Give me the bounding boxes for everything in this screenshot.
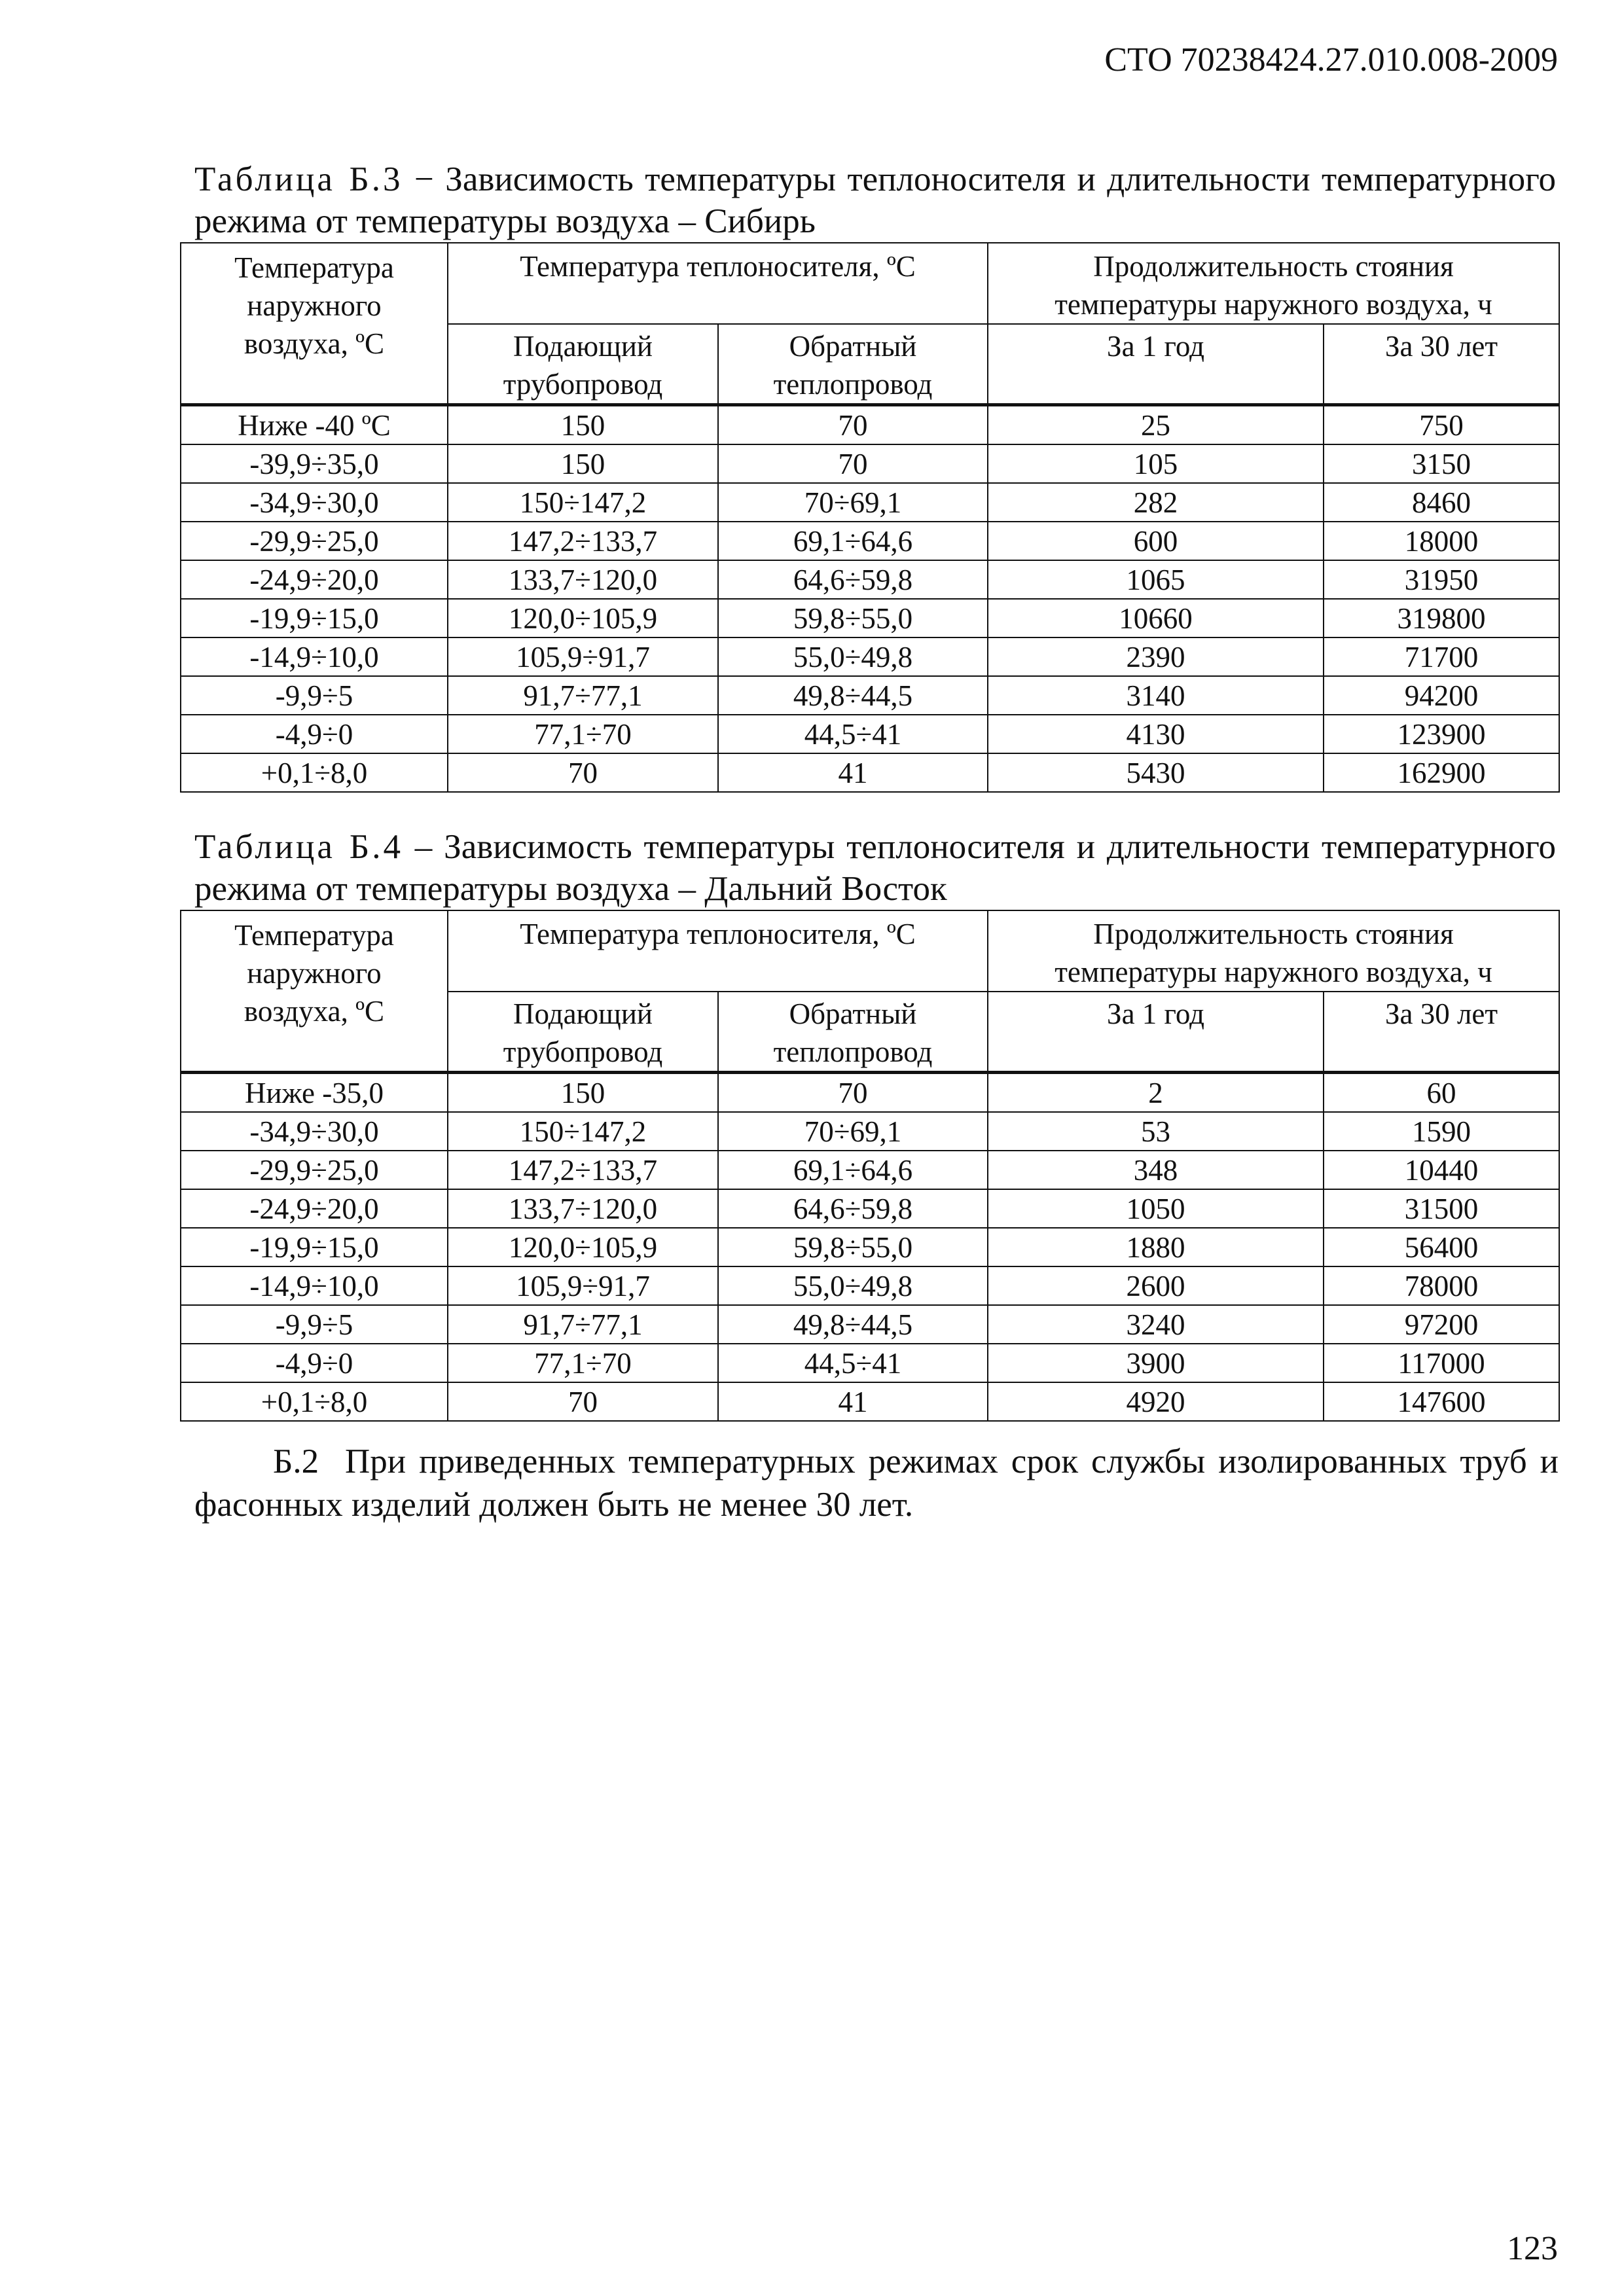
table-cell: -9,9÷5 xyxy=(181,1305,448,1344)
table-cell: 150 xyxy=(448,1073,718,1113)
table-cell: 60 xyxy=(1324,1073,1559,1113)
section-b2-paragraph xyxy=(194,1440,1559,1526)
table-cell: 117000 xyxy=(1324,1344,1559,1382)
table-cell: 3150 xyxy=(1324,444,1559,483)
table-cell: 147,2÷133,7 xyxy=(448,1151,718,1189)
table-b4-head-per-30-years: За 30 лет xyxy=(1324,992,1559,1073)
table-cell: 31500 xyxy=(1324,1189,1559,1228)
table-cell: 105,9÷91,7 xyxy=(448,637,718,676)
table-cell: 59,8÷55,0 xyxy=(718,1228,988,1266)
table-row xyxy=(181,715,1559,753)
table-cell: 49,8÷44,5 xyxy=(718,676,988,715)
table-b4-label: Таблица Б.4 xyxy=(194,828,403,866)
table-cell: -4,9÷0 xyxy=(181,715,448,753)
table-cell: -29,9÷25,0 xyxy=(181,1151,448,1189)
table-cell: 69,1÷64,6 xyxy=(718,522,988,560)
table-cell: -24,9÷20,0 xyxy=(181,560,448,599)
table-row xyxy=(181,1228,1559,1266)
table-cell: 10660 xyxy=(988,599,1324,637)
table-cell: 1065 xyxy=(988,560,1324,599)
table-cell: 70 xyxy=(718,444,988,483)
table-cell: 120,0÷105,9 xyxy=(448,599,718,637)
table-cell: 71700 xyxy=(1324,637,1559,676)
table-b3-head-duration: Продолжительность стояния температуры наружного воздуха, ч xyxy=(988,243,1559,324)
table-b4-title: Зависимость температуры теплоносителя и длительности температурного режима от температуры воздуха – Дальний Восток xyxy=(194,828,1557,908)
table-cell: 150÷147,2 xyxy=(448,1112,718,1151)
table-cell: 49,8÷44,5 xyxy=(718,1305,988,1344)
table-cell: Ниже -35,0 xyxy=(181,1073,448,1113)
table-row xyxy=(181,1073,1559,1113)
table-row xyxy=(181,483,1559,522)
table-b3-label: Таблица Б.3 xyxy=(194,160,403,198)
table-b4-head-coolant-temp: Температура теплоносителя, ºС xyxy=(448,910,988,992)
table-cell: 70 xyxy=(718,405,988,445)
table-cell: 77,1÷70 xyxy=(448,715,718,753)
table-cell: -9,9÷5 xyxy=(181,676,448,715)
table-cell: 120,0÷105,9 xyxy=(448,1228,718,1266)
table-cell: 97200 xyxy=(1324,1305,1559,1344)
table-cell: 69,1÷64,6 xyxy=(718,1151,988,1189)
table-cell: +0,1÷8,0 xyxy=(181,753,448,792)
table-row xyxy=(181,1151,1559,1189)
table-b4-head-supply-pipe: Подающий трубопровод xyxy=(448,992,718,1073)
table-cell: 750 xyxy=(1324,405,1559,445)
table-cell: 133,7÷120,0 xyxy=(448,1189,718,1228)
table-cell: 123900 xyxy=(1324,715,1559,753)
table-cell: 41 xyxy=(718,753,988,792)
table-cell: 3240 xyxy=(988,1305,1324,1344)
table-cell: 10440 xyxy=(1324,1151,1559,1189)
table-cell: 70÷69,1 xyxy=(718,483,988,522)
table-b3-caption: Таблица Б.3 − Зависимость температуры теплоносителя и длительности температурного режима от температуры воздуха – Сибирь xyxy=(194,160,1557,240)
table-cell: 59,8÷55,0 xyxy=(718,599,988,637)
table-row xyxy=(181,405,1559,445)
table-cell: 348 xyxy=(988,1151,1324,1189)
table-cell: 91,7÷77,1 xyxy=(448,676,718,715)
document-code: СТО 70238424.27.010.008-2009 xyxy=(1104,41,1558,79)
table-cell: 70 xyxy=(718,1073,988,1113)
table-cell: 78000 xyxy=(1324,1266,1559,1305)
table-b3-head-per-30-years: За 30 лет xyxy=(1324,324,1559,405)
table-cell: 105,9÷91,7 xyxy=(448,1266,718,1305)
table-b3-head-outdoor-temp: Температура наружного воздуха, ºС xyxy=(181,243,448,405)
table-cell: -34,9÷30,0 xyxy=(181,483,448,522)
table-cell: 55,0÷49,8 xyxy=(718,1266,988,1305)
table-b3-title: Зависимость температуры теплоносителя и длительности температурного режима от температуры воздуха – Сибирь xyxy=(194,160,1557,240)
table-b3-head-return-pipe: Обратный теплопровод xyxy=(718,324,988,405)
page-number: 123 xyxy=(1507,2230,1558,2267)
table-cell: 1050 xyxy=(988,1189,1324,1228)
table-cell: 41 xyxy=(718,1382,988,1421)
table-b3-head-supply-pipe: Подающий трубопровод xyxy=(448,324,718,405)
table-cell: 64,6÷59,8 xyxy=(718,1189,988,1228)
section-b2-text: При приведенных температурных режимах срок службы изолированных труб и фасонных изделий должен быть не менее 30 лет. xyxy=(194,1443,1559,1524)
table-cell: 2 xyxy=(988,1073,1324,1113)
table-row xyxy=(181,676,1559,715)
table-b4-caption: Таблица Б.4 – Зависимость температуры теплоносителя и длительности температурного режима от температуры воздуха – Дальний Восток xyxy=(194,828,1557,908)
table-cell: 53 xyxy=(988,1112,1324,1151)
table-cell: Ниже -40 ºС xyxy=(181,405,448,445)
table-cell: -19,9÷15,0 xyxy=(181,599,448,637)
table-cell: 600 xyxy=(988,522,1324,560)
table-cell: 319800 xyxy=(1324,599,1559,637)
table-cell: 150 xyxy=(448,405,718,445)
table-row xyxy=(181,753,1559,792)
table-row xyxy=(181,1112,1559,1151)
table-b3 xyxy=(180,242,1560,793)
table-cell: 55,0÷49,8 xyxy=(718,637,988,676)
section-b2-number: Б.2 xyxy=(273,1443,319,1480)
table-cell: 64,6÷59,8 xyxy=(718,560,988,599)
table-cell: 147600 xyxy=(1324,1382,1559,1421)
table-row xyxy=(181,522,1559,560)
table-cell: 8460 xyxy=(1324,483,1559,522)
table-cell: 2390 xyxy=(988,637,1324,676)
table-row xyxy=(181,444,1559,483)
table-b4-head-duration: Продолжительность стояния температуры наружного воздуха, ч xyxy=(988,910,1559,992)
table-b3-head-coolant-temp: Температура теплоносителя, ºС xyxy=(448,243,988,324)
table-cell: 70 xyxy=(448,753,718,792)
table-cell: 5430 xyxy=(988,753,1324,792)
table-cell: 2600 xyxy=(988,1266,1324,1305)
table-cell: 3140 xyxy=(988,676,1324,715)
table-b3-head-per-year: За 1 год xyxy=(988,324,1324,405)
table-b4 xyxy=(180,910,1560,1422)
table-cell: -39,9÷35,0 xyxy=(181,444,448,483)
table-cell: 3900 xyxy=(988,1344,1324,1382)
table-cell: 150 xyxy=(448,444,718,483)
table-cell: 133,7÷120,0 xyxy=(448,560,718,599)
table-b4-head-outdoor-temp: Температура наружного воздуха, ºС xyxy=(181,910,448,1073)
table-row xyxy=(181,560,1559,599)
table-cell: 25 xyxy=(988,405,1324,445)
table-cell: 162900 xyxy=(1324,753,1559,792)
table-cell: 70÷69,1 xyxy=(718,1112,988,1151)
table-cell: -34,9÷30,0 xyxy=(181,1112,448,1151)
table-cell: 282 xyxy=(988,483,1324,522)
table-cell: 44,5÷41 xyxy=(718,1344,988,1382)
table-cell: 147,2÷133,7 xyxy=(448,522,718,560)
table-cell: 94200 xyxy=(1324,676,1559,715)
table-cell: -24,9÷20,0 xyxy=(181,1189,448,1228)
table-cell: 56400 xyxy=(1324,1228,1559,1266)
table-cell: 18000 xyxy=(1324,522,1559,560)
table-b4-body xyxy=(181,1073,1559,1422)
table-cell: 31950 xyxy=(1324,560,1559,599)
table-row xyxy=(181,599,1559,637)
table-cell: 77,1÷70 xyxy=(448,1344,718,1382)
table-row xyxy=(181,1189,1559,1228)
table-cell: -29,9÷25,0 xyxy=(181,522,448,560)
table-row xyxy=(181,637,1559,676)
table-cell: 105 xyxy=(988,444,1324,483)
table-cell: 4130 xyxy=(988,715,1324,753)
table-b4-head-per-year: За 1 год xyxy=(988,992,1324,1073)
table-row xyxy=(181,1266,1559,1305)
table-b3-body xyxy=(181,405,1559,793)
table-cell: +0,1÷8,0 xyxy=(181,1382,448,1421)
table-cell: 1880 xyxy=(988,1228,1324,1266)
table-cell: 1590 xyxy=(1324,1112,1559,1151)
table-cell: 91,7÷77,1 xyxy=(448,1305,718,1344)
table-cell: 44,5÷41 xyxy=(718,715,988,753)
table-cell: -19,9÷15,0 xyxy=(181,1228,448,1266)
table-row xyxy=(181,1382,1559,1421)
table-cell: -14,9÷10,0 xyxy=(181,1266,448,1305)
table-cell: -4,9÷0 xyxy=(181,1344,448,1382)
table-cell: -14,9÷10,0 xyxy=(181,637,448,676)
table-cell: 70 xyxy=(448,1382,718,1421)
table-cell: 4920 xyxy=(988,1382,1324,1421)
table-cell: 150÷147,2 xyxy=(448,483,718,522)
table-row xyxy=(181,1344,1559,1382)
table-b4-head-return-pipe: Обратный теплопровод xyxy=(718,992,988,1073)
table-row xyxy=(181,1305,1559,1344)
